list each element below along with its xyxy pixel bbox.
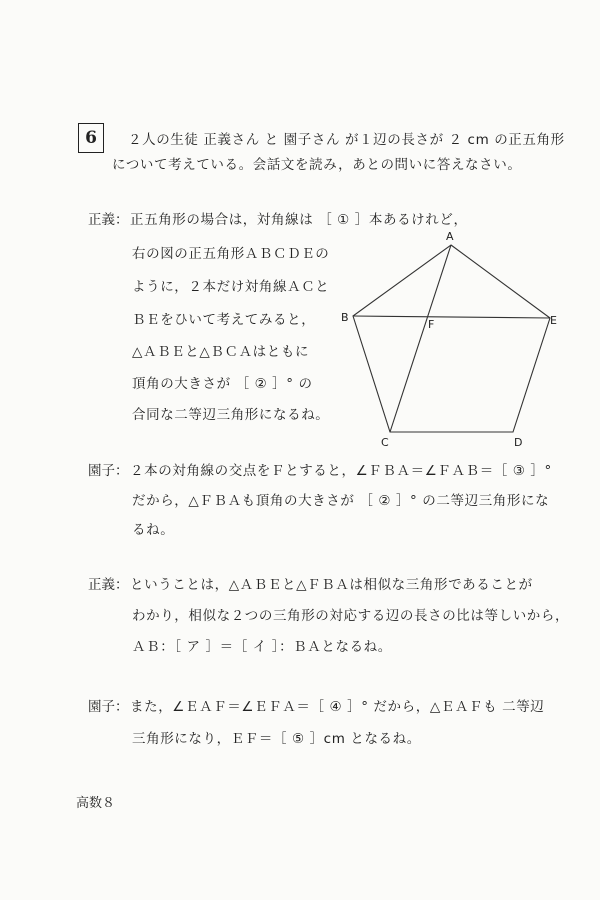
speaker-sonoko: 園子： (88, 699, 129, 715)
speaker-masayoshi: 正義： (88, 212, 129, 228)
vertex-label-e: E (550, 314, 557, 327)
intro-line-1: ２人の生徒 正義さん と 園子さん が１辺の長さが ２ cm の正五角形 (128, 132, 565, 148)
dialogue-line: だから，△ＦＢＡも頂角の大きさが ［ ② ］° の二等辺三角形にな (132, 493, 550, 509)
dialogue-line: 頂角の大きさが ［ ② ］° の (132, 376, 313, 392)
dialogue-line: ２本の対角線の交点をＦとすると，∠ＦＢＡ＝∠ＦＡＢ＝［ ③ ］° (130, 463, 552, 479)
diagonal-be (353, 316, 550, 318)
dialogue-line: わかり，相似な２つの三角形の対応する辺の長さの比は等しいから， (132, 608, 570, 624)
dialogue-line: 右の図の正五角形ＡＢＣＤＥの (132, 246, 330, 262)
dialogue-line: るね。 (132, 522, 175, 538)
dialogue-line: また，∠ＥＡＦ＝∠ＥＦＡ＝［ ④ ］° だから，△ＥＡＦも 二等辺 (130, 699, 545, 715)
vertex-label-c: C (381, 436, 389, 449)
diagonal-ac (390, 245, 451, 432)
pentagon-abcde (353, 245, 550, 432)
intro-line-2: について考えている。会話文を読み，あとの問いに答えなさい。 (112, 157, 522, 173)
dialogue-line: 三角形になり，ＥＦ＝［ ⑤ ］cm となるね。 (132, 731, 421, 747)
dialogue-line: 合同な二等辺三角形になるね。 (132, 407, 330, 423)
dialogue-line: ＡＢ：［ ア ］＝［ イ ］：ＢＡとなるね。 (132, 639, 392, 655)
dialogue-line: △ＡＢＥと△ＢＣＡはともに (132, 344, 310, 360)
vertex-label-d: D (514, 436, 523, 449)
vertex-label-a: A (446, 230, 454, 243)
speaker-masayoshi: 正義： (88, 577, 129, 593)
page-footer-label: 高数８ (76, 796, 116, 811)
dialogue-line: ＢＥをひいて考えてみると， (132, 312, 316, 328)
problem-number-box: 6 (78, 123, 104, 153)
dialogue-line: ように，２本だけ対角線ＡＣと (132, 279, 330, 295)
point-label-f: F (428, 318, 435, 331)
dialogue-line: 正五角形の場合は，対角線は ［ ① ］本あるけれど， (130, 212, 468, 228)
vertex-label-b: B (341, 311, 349, 324)
speaker-sonoko: 園子： (88, 463, 129, 479)
dialogue-line: ということは，△ＡＢＥと△ＦＢＡは相似な三角形であることが (130, 577, 533, 593)
